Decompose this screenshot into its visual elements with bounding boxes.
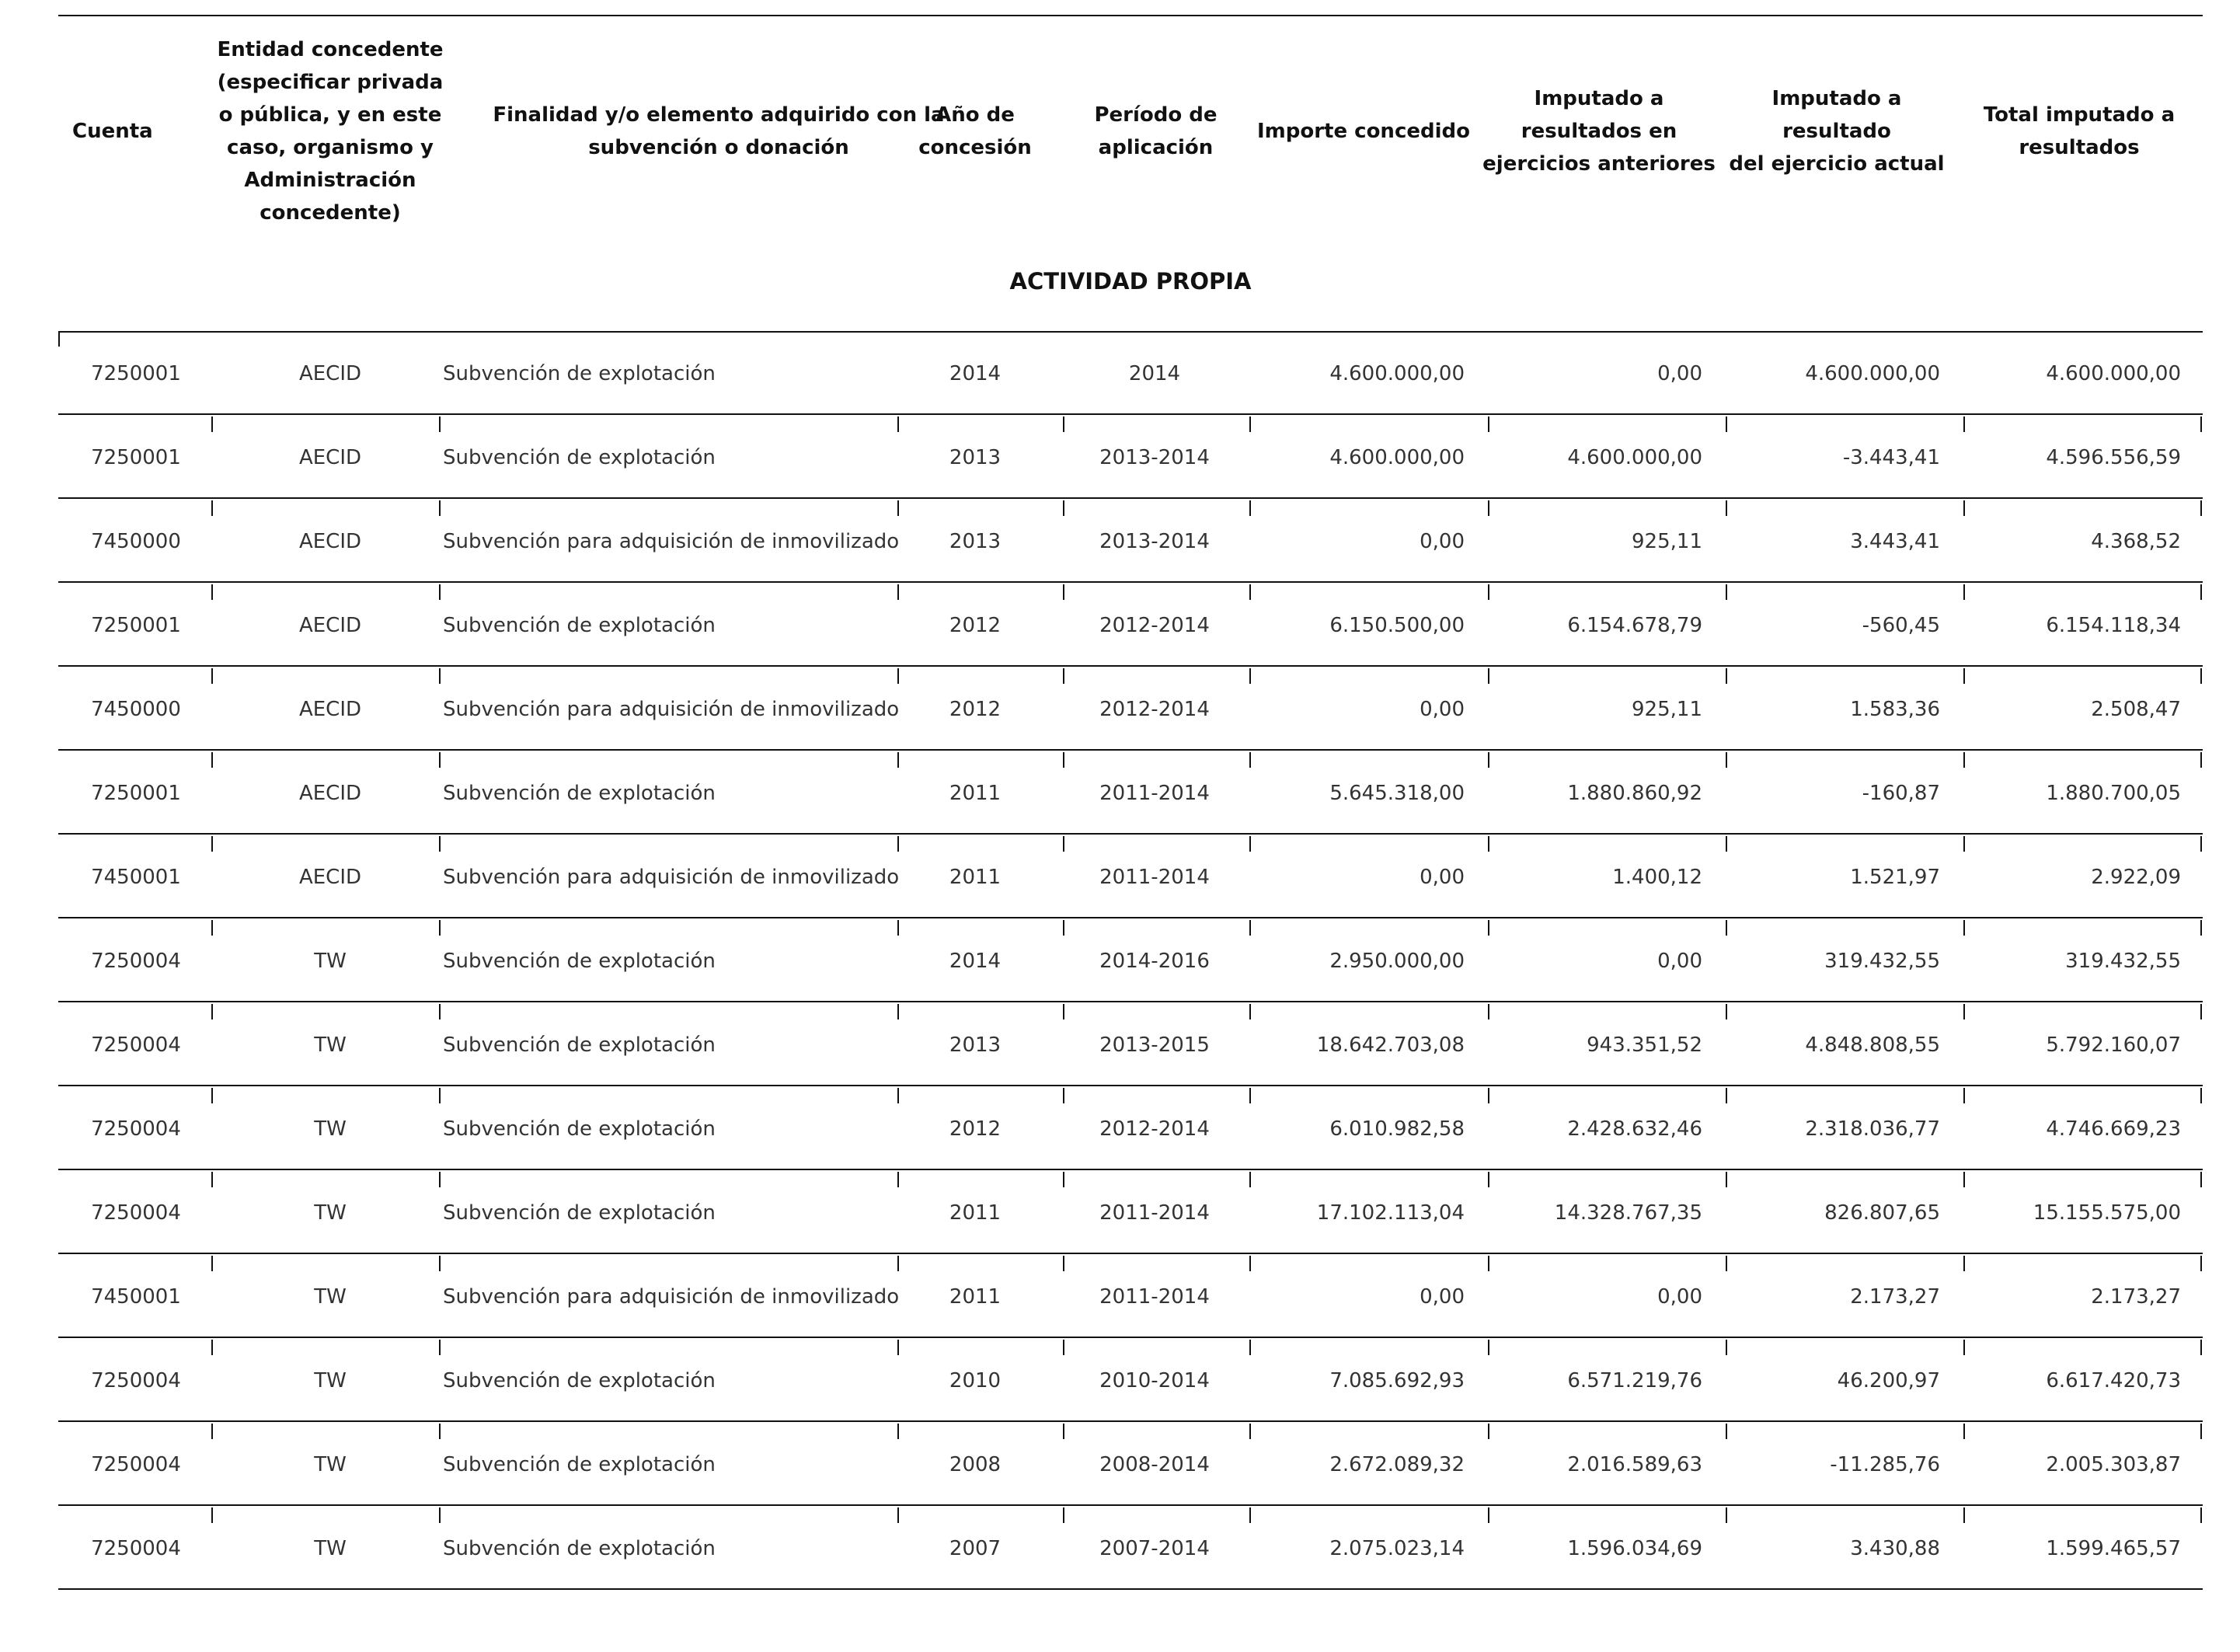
cell-ano: 2008 bbox=[949, 1453, 1002, 1476]
cell-cuenta: 7250004 bbox=[91, 1369, 181, 1392]
cell-ano: 2011 bbox=[949, 782, 1002, 805]
cell-periodo: 2012-2014 bbox=[1099, 614, 1210, 637]
cell-anteriores: 1.400,12 bbox=[1612, 866, 1702, 889]
table-row bbox=[58, 1424, 2203, 1506]
cell-total: 6.154.118,34 bbox=[2046, 614, 2181, 637]
cell-ano: 2013 bbox=[949, 1033, 1002, 1057]
cell-entidad: TW bbox=[314, 950, 347, 973]
cell-actual: 2.173,27 bbox=[1850, 1285, 1940, 1309]
cell-cuenta: 7450000 bbox=[91, 530, 181, 553]
cell-importe: 2.950.000,00 bbox=[1329, 950, 1465, 973]
cell-actual: -3.443,41 bbox=[1842, 446, 1940, 469]
cell-total: 2.508,47 bbox=[2091, 698, 2181, 721]
cell-periodo: 2007-2014 bbox=[1099, 1537, 1210, 1560]
cell-total: 4.368,52 bbox=[2091, 530, 2181, 553]
table-header bbox=[58, 15, 2203, 248]
cell-importe: 18.642.703,08 bbox=[1316, 1033, 1465, 1057]
cell-ano: 2014 bbox=[949, 362, 1002, 385]
table-row bbox=[58, 500, 2203, 583]
cell-finalidad: Subvención de explotación bbox=[443, 1453, 716, 1476]
table-row bbox=[58, 1004, 2203, 1086]
cell-anteriores: 6.571.219,76 bbox=[1567, 1369, 1702, 1392]
cell-periodo: 2014-2016 bbox=[1099, 950, 1210, 973]
cell-periodo: 2011-2014 bbox=[1099, 866, 1210, 889]
cell-importe: 2.672.089,32 bbox=[1329, 1453, 1465, 1476]
cell-anteriores: 0,00 bbox=[1657, 362, 1702, 385]
cell-entidad: TW bbox=[314, 1201, 347, 1225]
table-row bbox=[58, 584, 2203, 667]
table-row bbox=[58, 1256, 2203, 1338]
cell-periodo: 2008-2014 bbox=[1099, 1453, 1210, 1476]
cell-periodo: 2012-2014 bbox=[1099, 698, 1210, 721]
cell-finalidad: Subvención de explotación bbox=[443, 1537, 716, 1560]
cell-finalidad: Subvención de explotación bbox=[443, 950, 716, 973]
cell-importe: 4.600.000,00 bbox=[1329, 362, 1465, 385]
header-ano-concesion: Año de concesión bbox=[918, 103, 1032, 159]
cell-finalidad: Subvención de explotación bbox=[443, 1201, 716, 1225]
cell-periodo: 2014 bbox=[1128, 362, 1181, 385]
cell-finalidad: Subvención de explotación bbox=[443, 362, 716, 385]
row-rule bbox=[58, 833, 2203, 835]
cell-periodo: 2013-2014 bbox=[1099, 530, 1210, 553]
cell-entidad: TW bbox=[314, 1117, 347, 1141]
cell-importe: 0,00 bbox=[1420, 530, 1465, 553]
cell-actual: 3.443,41 bbox=[1850, 530, 1940, 553]
header-total-imputado: Total imputado a resultados bbox=[1983, 103, 2176, 159]
cell-finalidad: Subvención para adquisición de inmovilizado bbox=[443, 530, 900, 553]
cell-cuenta: 7450000 bbox=[91, 698, 181, 721]
cell-importe: 0,00 bbox=[1420, 1285, 1465, 1309]
row-rule bbox=[58, 1504, 2203, 1506]
cell-actual: 46.200,97 bbox=[1837, 1369, 1940, 1392]
cell-cuenta: 7250001 bbox=[91, 446, 181, 469]
cell-cuenta: 7250001 bbox=[91, 362, 181, 385]
cell-anteriores: 925,11 bbox=[1632, 530, 1702, 553]
cell-cuenta: 7250004 bbox=[91, 1537, 181, 1560]
cell-anteriores: 0,00 bbox=[1657, 950, 1702, 973]
cell-entidad: AECID bbox=[298, 446, 362, 469]
table-row bbox=[58, 836, 2203, 918]
row-rule bbox=[58, 917, 2203, 918]
row-rule bbox=[58, 1420, 2203, 1422]
header-finalidad: Finalidad y/o elemento adquirido con la subvención o donación bbox=[493, 103, 945, 159]
cell-periodo: 2011-2014 bbox=[1099, 782, 1210, 805]
cell-periodo: 2011-2014 bbox=[1099, 1201, 1210, 1225]
table-row bbox=[58, 1172, 2203, 1254]
table-row bbox=[58, 1088, 2203, 1170]
cell-importe: 6.010.982,58 bbox=[1329, 1117, 1465, 1141]
cell-total: 2.173,27 bbox=[2091, 1285, 2181, 1309]
cell-importe: 6.150.500,00 bbox=[1329, 614, 1465, 637]
section-title: ACTIVIDAD PROPIA bbox=[1009, 268, 1252, 295]
cell-cuenta: 7450001 bbox=[91, 866, 181, 889]
cell-cuenta: 7250004 bbox=[91, 1453, 181, 1476]
header-importe-concedido: Importe concedido bbox=[1256, 120, 1470, 143]
cell-total: 2.922,09 bbox=[2091, 866, 2181, 889]
cell-actual: 2.318.036,77 bbox=[1805, 1117, 1940, 1141]
cell-finalidad: Subvención para adquisición de inmovilizado bbox=[443, 698, 900, 721]
cell-entidad: AECID bbox=[298, 698, 362, 721]
cell-importe: 2.075.023,14 bbox=[1329, 1537, 1465, 1560]
cell-actual: 1.521,97 bbox=[1850, 866, 1940, 889]
cell-cuenta: 7250004 bbox=[91, 1201, 181, 1225]
cell-actual: 4.600.000,00 bbox=[1805, 362, 1940, 385]
table-row bbox=[58, 752, 2203, 835]
cell-actual: 826.807,65 bbox=[1824, 1201, 1940, 1225]
header-cuenta: Cuenta bbox=[72, 120, 153, 143]
cell-periodo: 2011-2014 bbox=[1099, 1285, 1210, 1309]
header-periodo-aplicacion: Período de aplicación bbox=[1094, 103, 1218, 159]
table-row bbox=[58, 920, 2203, 1002]
cell-periodo: 2010-2014 bbox=[1099, 1369, 1210, 1392]
table-row bbox=[58, 1340, 2203, 1422]
cell-periodo: 2013-2014 bbox=[1099, 446, 1210, 469]
cell-cuenta: 7250004 bbox=[91, 1033, 181, 1057]
cell-importe: 7.085.692,93 bbox=[1329, 1369, 1465, 1392]
cell-entidad: AECID bbox=[298, 782, 362, 805]
cell-finalidad: Subvención para adquisición de inmovilizado bbox=[443, 866, 900, 889]
cell-cuenta: 7450001 bbox=[91, 1285, 181, 1309]
cell-total: 4.596.556,59 bbox=[2046, 446, 2181, 469]
table-row bbox=[58, 416, 2203, 499]
table-row bbox=[58, 333, 2203, 415]
cell-ano: 2013 bbox=[949, 446, 1002, 469]
cell-total: 15.155.575,00 bbox=[2033, 1201, 2181, 1225]
cell-entidad: TW bbox=[314, 1033, 347, 1057]
row-rule bbox=[58, 1337, 2203, 1338]
cell-anteriores: 2.016.589,63 bbox=[1567, 1453, 1702, 1476]
cell-total: 6.617.420,73 bbox=[2046, 1369, 2181, 1392]
cell-ano: 2011 bbox=[949, 866, 1002, 889]
row-rule bbox=[58, 1588, 2203, 1590]
cell-anteriores: 6.154.678,79 bbox=[1567, 614, 1702, 637]
cell-importe: 17.102.113,04 bbox=[1316, 1201, 1465, 1225]
cell-anteriores: 925,11 bbox=[1632, 698, 1702, 721]
cell-finalidad: Subvención de explotación bbox=[443, 446, 716, 469]
cell-finalidad: Subvención de explotación bbox=[443, 1033, 716, 1057]
cell-anteriores: 1.596.034,69 bbox=[1567, 1537, 1702, 1560]
cell-importe: 0,00 bbox=[1420, 698, 1465, 721]
cell-importe: 5.645.318,00 bbox=[1329, 782, 1465, 805]
row-rule bbox=[58, 1085, 2203, 1086]
row-rule bbox=[58, 749, 2203, 751]
cell-periodo: 2013-2015 bbox=[1099, 1033, 1210, 1057]
cell-ano: 2012 bbox=[949, 698, 1002, 721]
cell-total: 1.880.700,05 bbox=[2046, 782, 2181, 805]
cell-periodo: 2012-2014 bbox=[1099, 1117, 1210, 1141]
cell-total: 5.792.160,07 bbox=[2046, 1033, 2181, 1057]
cell-entidad: AECID bbox=[298, 362, 362, 385]
row-rule bbox=[58, 1169, 2203, 1170]
cell-finalidad: Subvención de explotación bbox=[443, 782, 716, 805]
cell-actual: -11.285,76 bbox=[1830, 1453, 1940, 1476]
cell-finalidad: Subvención para adquisición de inmovilizado bbox=[443, 1285, 900, 1309]
cell-ano: 2014 bbox=[949, 950, 1002, 973]
row-rule bbox=[58, 497, 2203, 499]
cell-total: 319.432,55 bbox=[2065, 950, 2181, 973]
cell-ano: 2012 bbox=[949, 1117, 1002, 1141]
cell-total: 1.599.465,57 bbox=[2046, 1537, 2181, 1560]
cell-entidad: TW bbox=[314, 1285, 347, 1309]
cell-ano: 2013 bbox=[949, 530, 1002, 553]
cell-entidad: AECID bbox=[298, 866, 362, 889]
cell-actual: 1.583,36 bbox=[1850, 698, 1940, 721]
row-rule bbox=[58, 413, 2203, 415]
cell-ano: 2007 bbox=[949, 1537, 1002, 1560]
cell-actual: -160,87 bbox=[1862, 782, 1940, 805]
cell-anteriores: 14.328.767,35 bbox=[1554, 1201, 1702, 1225]
cell-actual: 319.432,55 bbox=[1824, 950, 1940, 973]
cell-total: 4.600.000,00 bbox=[2046, 362, 2181, 385]
cell-ano: 2011 bbox=[949, 1201, 1002, 1225]
cell-finalidad: Subvención de explotación bbox=[443, 1117, 716, 1141]
row-rule bbox=[58, 665, 2203, 667]
cell-anteriores: 1.880.860,92 bbox=[1567, 782, 1702, 805]
cell-actual: 3.430,88 bbox=[1850, 1537, 1940, 1560]
cell-finalidad: Subvención de explotación bbox=[443, 1369, 716, 1392]
row-rule bbox=[58, 1001, 2203, 1002]
cell-anteriores: 943.351,52 bbox=[1587, 1033, 1702, 1057]
cell-cuenta: 7250004 bbox=[91, 1117, 181, 1141]
cell-importe: 4.600.000,00 bbox=[1329, 446, 1465, 469]
table-row bbox=[58, 1507, 2203, 1590]
cell-entidad: TW bbox=[314, 1369, 347, 1392]
header-entidad-concedente: Entidad concedente (especificar privada o pública, y en este caso, organismo y Administración concedente) bbox=[217, 38, 444, 225]
cell-cuenta: 7250004 bbox=[91, 950, 181, 973]
cell-actual: -560,45 bbox=[1862, 614, 1940, 637]
row-rule bbox=[58, 1253, 2203, 1254]
cell-entidad: AECID bbox=[298, 614, 362, 637]
header-imputado-anteriores: Imputado a resultados en ejercicios anteriores bbox=[1482, 87, 1716, 176]
cell-ano: 2011 bbox=[949, 1285, 1002, 1309]
cell-entidad: TW bbox=[314, 1453, 347, 1476]
cell-actual: 4.848.808,55 bbox=[1805, 1033, 1940, 1057]
cell-total: 4.746.669,23 bbox=[2046, 1117, 2181, 1141]
cell-finalidad: Subvención de explotación bbox=[443, 614, 716, 637]
cell-importe: 0,00 bbox=[1420, 866, 1465, 889]
cell-cuenta: 7250001 bbox=[91, 782, 181, 805]
table-row bbox=[58, 668, 2203, 751]
cell-anteriores: 0,00 bbox=[1657, 1285, 1702, 1309]
cell-entidad: TW bbox=[314, 1537, 347, 1560]
cell-anteriores: 4.600.000,00 bbox=[1567, 446, 1702, 469]
cell-ano: 2012 bbox=[949, 614, 1002, 637]
header-imputado-actual: Imputado a resultado del ejercicio actual bbox=[1729, 87, 1945, 176]
cell-anteriores: 2.428.632,46 bbox=[1567, 1117, 1702, 1141]
cell-ano: 2010 bbox=[949, 1369, 1002, 1392]
cell-cuenta: 7250001 bbox=[91, 614, 181, 637]
row-rule bbox=[58, 581, 2203, 583]
cell-entidad: AECID bbox=[298, 530, 362, 553]
cell-total: 2.005.303,87 bbox=[2046, 1453, 2181, 1476]
